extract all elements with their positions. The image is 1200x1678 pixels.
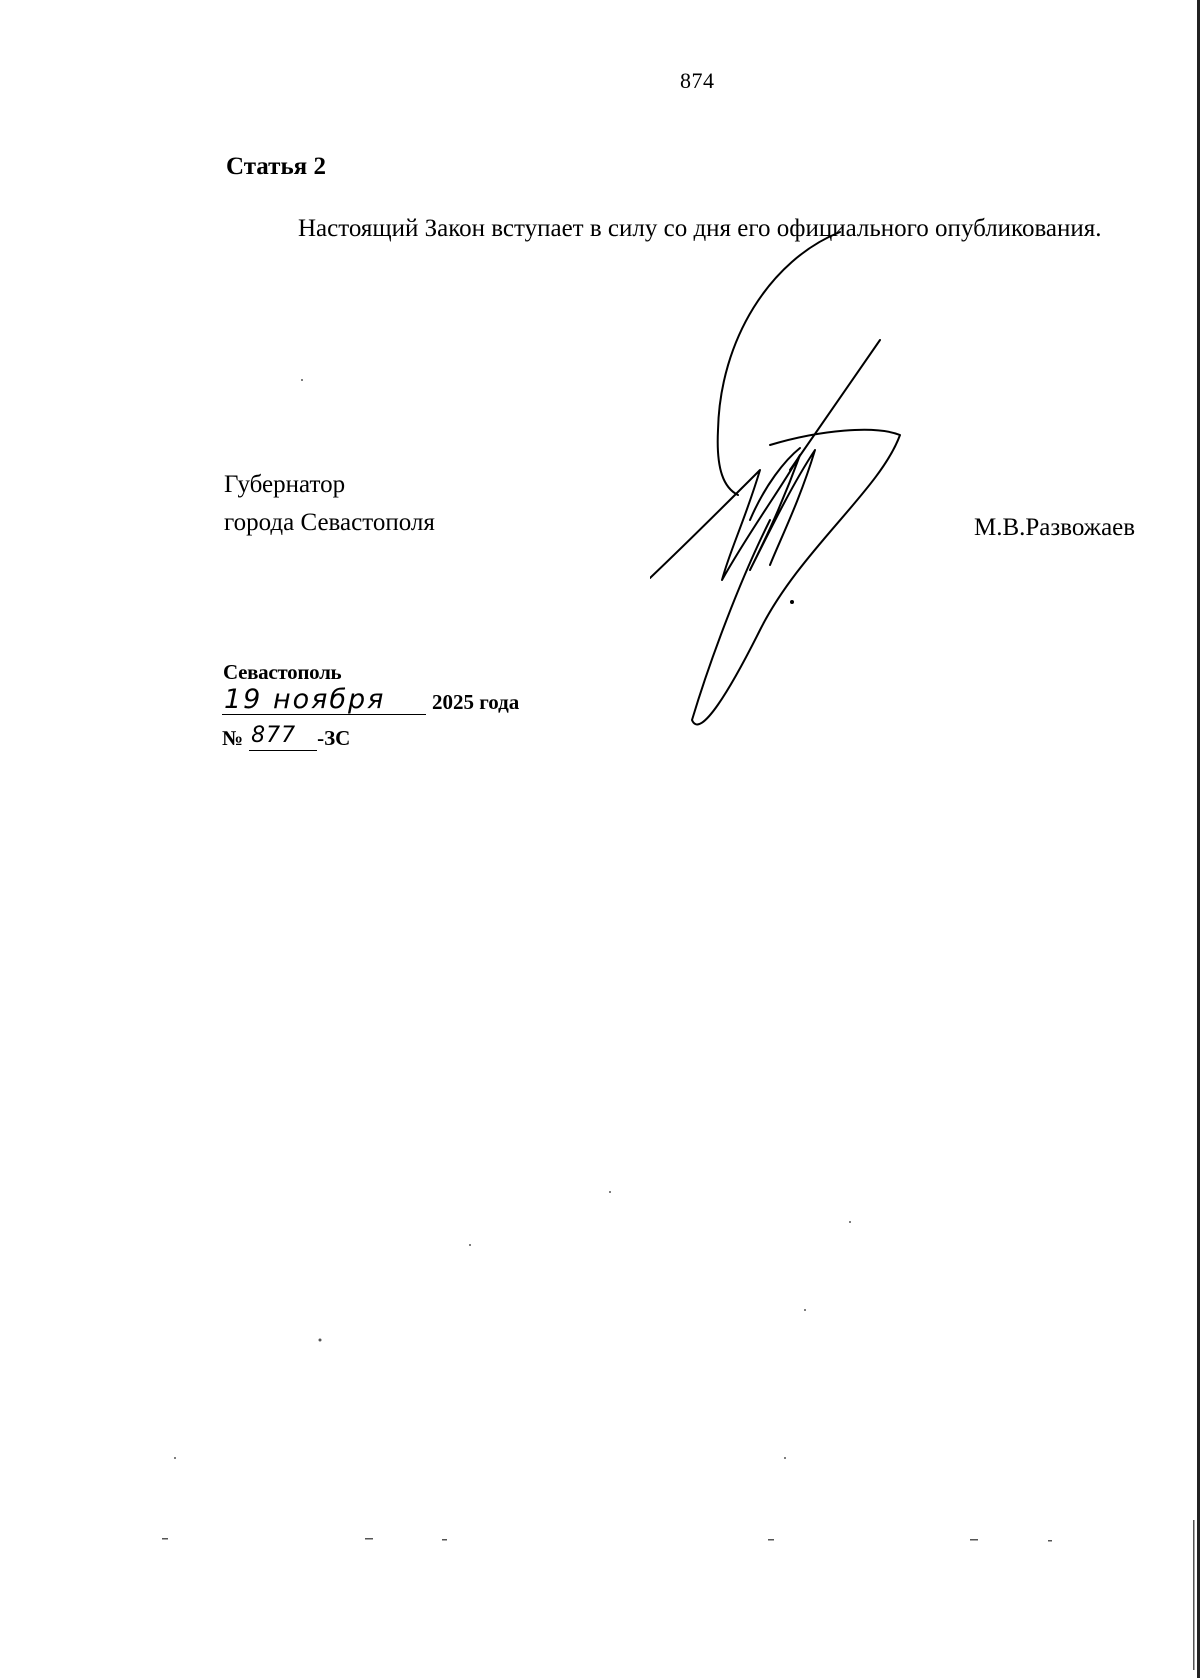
speck — [804, 1309, 806, 1311]
signature-wing-stroke — [692, 430, 900, 725]
article-body-text: Настоящий Закон вступает в силу со дня его официального опубликования. — [298, 215, 1102, 242]
speck — [1048, 1540, 1052, 1542]
date-handwritten: 19 ноября — [222, 686, 426, 715]
speck — [784, 1457, 786, 1459]
number-prefix: № — [222, 726, 244, 750]
date-year: 2025 года — [432, 690, 520, 714]
speck — [849, 1221, 851, 1223]
number-handwritten: 877 — [249, 722, 317, 751]
signer-position-line1: Губернатор — [224, 471, 346, 498]
speck — [469, 1244, 471, 1246]
signature-inner-stroke — [750, 448, 800, 520]
article-heading: Статья 2 — [226, 153, 326, 180]
speck — [442, 1539, 447, 1541]
speck — [609, 1191, 611, 1193]
speck — [301, 379, 303, 381]
enactment-number — [222, 722, 350, 751]
signer-position-line2: города Севастополя — [224, 509, 435, 536]
speck — [768, 1539, 774, 1541]
speck — [1193, 1520, 1195, 1670]
speck — [319, 1339, 322, 1342]
signature-diagonal-stroke — [790, 340, 880, 470]
speck — [174, 1457, 176, 1459]
speck — [970, 1539, 978, 1541]
speck — [365, 1538, 373, 1540]
handwritten-signature — [650, 220, 950, 740]
signature-loop-stroke — [718, 232, 840, 495]
signature-dot — [790, 600, 794, 604]
signature-zigzag-stroke — [650, 450, 815, 580]
signer-name: М.В.Развожаев — [974, 514, 1136, 541]
speck — [162, 1538, 168, 1540]
number-suffix: -ЗС — [317, 726, 351, 750]
enactment-place: Севастополь — [223, 660, 342, 684]
signer-position — [224, 466, 435, 542]
page-number: 874 — [680, 68, 715, 93]
enactment-date — [222, 686, 519, 715]
